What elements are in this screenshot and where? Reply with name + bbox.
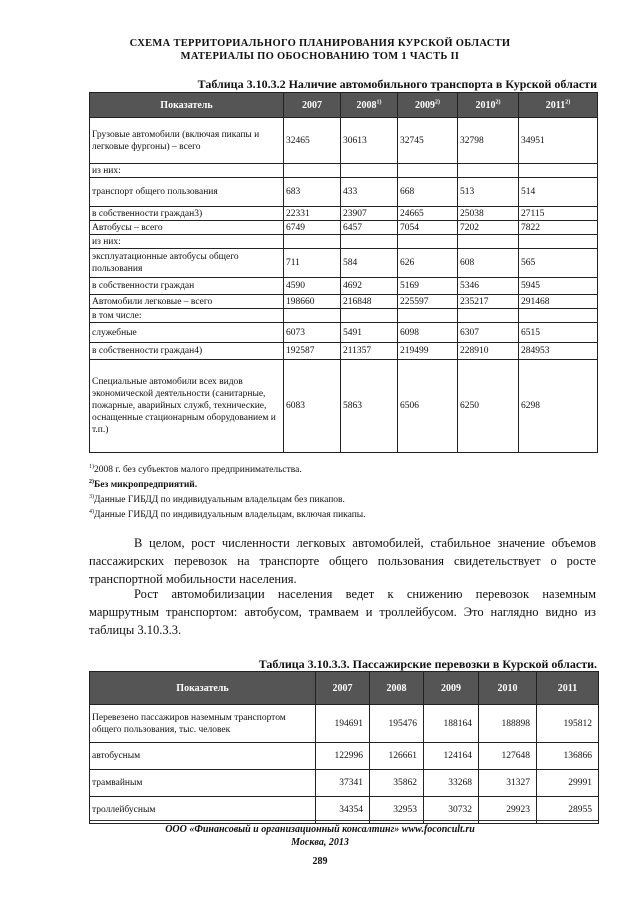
footnote-text: Данные ГИБДД по индивидуальным владельцам, включая пикапы. [94, 510, 366, 520]
table1-cell: 433 [341, 178, 398, 207]
table1-cell: 219499 [398, 343, 458, 360]
table1-cell [284, 164, 341, 178]
table1-cell [341, 235, 398, 249]
table1-row [90, 278, 598, 295]
table1-cell: 6083 [284, 360, 341, 453]
table1-row [90, 118, 598, 164]
table2-cell: 136866 [537, 743, 599, 770]
table1-header-cell [284, 93, 341, 118]
table1-cell: 7202 [458, 221, 519, 235]
footnote-mark: 2) [89, 478, 94, 485]
table1-cell: 7822 [519, 221, 598, 235]
table2-cell: 195476 [370, 705, 424, 743]
table1-cell: 235217 [458, 295, 519, 309]
table1-header-text: 2011 [545, 99, 566, 111]
table1-cell [519, 309, 598, 323]
table1-cell: 4590 [284, 278, 341, 295]
table1-cell: 225597 [398, 295, 458, 309]
table2-header-cell: 2010 [479, 672, 537, 705]
table1-cell [458, 309, 519, 323]
footer [0, 823, 640, 849]
table2-header-cell: 2007 [316, 672, 370, 705]
table1-cell [519, 164, 598, 178]
table1-cell: 711 [284, 249, 341, 278]
table1-row [90, 221, 598, 235]
table2-row-label: троллейбусным [90, 797, 316, 824]
table1-cell [341, 309, 398, 323]
table2-cell: 35862 [370, 770, 424, 797]
table2-row [90, 705, 599, 743]
table1-row-label: служебные [90, 323, 284, 343]
table1-header-sup: 2) [495, 99, 501, 106]
table2-cell: 33268 [424, 770, 479, 797]
table1-cell: 6098 [398, 323, 458, 343]
table1-header-text: 2009 [415, 99, 435, 111]
table1-row-label: в собственности граждан4) [90, 343, 284, 360]
table1-row-label: транспорт общего пользования [90, 178, 284, 207]
table1-row [90, 178, 598, 207]
table1-row-label: в собственности граждан [90, 278, 284, 295]
vehicles-table [89, 92, 598, 453]
table2-header-row [90, 672, 599, 705]
table1-row-label: Специальные автомобили всех видов экономической деятельности (санитарные, пожарные, аварийных служб, технические, оснащенные стационарным оборудованием и т.п.) [90, 360, 284, 453]
table1-row [90, 360, 598, 453]
table2-header-cell: 2011 [537, 672, 599, 705]
footnote [89, 493, 366, 508]
table2-cell: 29991 [537, 770, 599, 797]
footnote [89, 508, 366, 523]
table1-cell: 23907 [341, 207, 398, 221]
table1-cell: 6457 [341, 221, 398, 235]
table1-row-label: Автомобили легковые – всего [90, 295, 284, 309]
footnote-mark: 3) [89, 493, 94, 500]
table1-cell: 192587 [284, 343, 341, 360]
table1-cell [284, 235, 341, 249]
table1-cell: 6749 [284, 221, 341, 235]
table2-row [90, 743, 599, 770]
table1-cell [458, 235, 519, 249]
table2-caption: Таблица 3.10.3.3. Пассажирские перевозки в Курской области. [258, 657, 597, 671]
table1-cell [398, 235, 458, 249]
table2-cell: 30732 [424, 797, 479, 824]
table1-cell: 5346 [458, 278, 519, 295]
table1-cell: 5169 [398, 278, 458, 295]
table1-header-text: 2007 [302, 99, 322, 111]
footnote-mark: 4) [89, 508, 94, 515]
table1-cell: 32798 [458, 118, 519, 164]
table1-cell: 211357 [341, 343, 398, 360]
table2-header-cell: Показатель [90, 672, 316, 705]
table1-header-text: 2008 [356, 99, 377, 111]
table1-header-cell [458, 93, 519, 118]
table1-cell: 4692 [341, 278, 398, 295]
table1-cell: 30613 [341, 118, 398, 164]
table1-cell: 6515 [519, 323, 598, 343]
table1-row-label: в собственности граждан3) [90, 207, 284, 221]
table1-row-label: Автобусы – всего [90, 221, 284, 235]
table1-header-sup: 1) [376, 99, 382, 106]
footer-org: ООО «Финансовый и организационный консалтинг» www.foconcult.ru [165, 824, 475, 835]
table2-cell: 37341 [316, 770, 370, 797]
table1-header-text: Показатель [160, 99, 213, 111]
table1-cell: 25038 [458, 207, 519, 221]
table1-header-cell [341, 93, 398, 118]
table2-header-cell: 2009 [424, 672, 479, 705]
table1-cell: 27115 [519, 207, 598, 221]
table1-cell: 24665 [398, 207, 458, 221]
table1-cell [284, 309, 341, 323]
footnote-text: 2008 г. без субъектов малого предпринимательства. [94, 465, 302, 475]
table1-cell: 32745 [398, 118, 458, 164]
table2-cell: 188164 [424, 705, 479, 743]
table1-row-label: эксплуатационные автобусы общего пользования [90, 249, 284, 278]
footnotes [89, 463, 366, 523]
table2-cell: 188898 [479, 705, 537, 743]
table1-cell: 608 [458, 249, 519, 278]
table1-cell: 514 [519, 178, 598, 207]
table2-cell: 124164 [424, 743, 479, 770]
table1-cell: 626 [398, 249, 458, 278]
footnote-text: Без микропредприятий. [94, 480, 198, 490]
table1-row [90, 164, 598, 178]
table1-cell: 5491 [341, 323, 398, 343]
table1-cell: 6298 [519, 360, 598, 453]
table1-row-label: в том числе: [90, 309, 284, 323]
table1-header-sup: 2) [435, 99, 440, 106]
table1-cell: 513 [458, 178, 519, 207]
table2-cell: 122996 [316, 743, 370, 770]
table1-header-text: 2010 [475, 99, 496, 111]
table1-cell: 565 [519, 249, 598, 278]
table1-cell: 6073 [284, 323, 341, 343]
document-header [0, 37, 640, 63]
table1-header-row [90, 93, 598, 118]
table1-row [90, 309, 598, 323]
table2-row-label: автобусным [90, 743, 316, 770]
table1-cell: 32465 [284, 118, 341, 164]
passenger-table [89, 671, 599, 824]
footer-city: Москва, 2013 [291, 837, 349, 848]
table2-row-label: Перевезено пассажиров наземным транспортом общего пользования, тыс. человек [90, 705, 316, 743]
table1-row [90, 343, 598, 360]
table2-cell: 34354 [316, 797, 370, 824]
page-number: 289 [312, 856, 328, 867]
table2-cell: 195812 [537, 705, 599, 743]
footnote [89, 478, 366, 493]
table1-row [90, 249, 598, 278]
table1-cell: 22331 [284, 207, 341, 221]
table1-cell [398, 309, 458, 323]
table1-header-cell [519, 93, 598, 118]
table1-cell: 6506 [398, 360, 458, 453]
footer-divider [89, 820, 598, 821]
table2-row [90, 770, 599, 797]
table2-header-cell: 2008 [370, 672, 424, 705]
footnote [89, 463, 366, 478]
table1-cell: 198660 [284, 295, 341, 309]
footnote-mark: 1) [89, 463, 94, 470]
table1-cell: 6250 [458, 360, 519, 453]
table1-cell: 5863 [341, 360, 398, 453]
table1-cell: 668 [398, 178, 458, 207]
footnote-text: Данные ГИБДД по индивидуальным владельцам без пикапов. [94, 495, 345, 505]
table1-cell: 216848 [341, 295, 398, 309]
table1-header-sup: 2) [565, 99, 571, 106]
table1-cell: 5945 [519, 278, 598, 295]
table1-cell: 228910 [458, 343, 519, 360]
table2-cell: 31327 [479, 770, 537, 797]
table2-cell: 126661 [370, 743, 424, 770]
table1-row [90, 323, 598, 343]
paragraph-1: В целом, рост численности легковых автомобилей, стабильное значение объемов пассажирских перевозок на транспорте общего пользования свидетельствует о росте транспортной мобильности населения. [89, 536, 596, 586]
table1-row [90, 235, 598, 249]
table2-cell: 194691 [316, 705, 370, 743]
table1-cell: 34951 [519, 118, 598, 164]
table1-row-label: Грузовые автомобили (включая пикапы и легковые фургоны) – всего [90, 118, 284, 164]
header-line-2: МАТЕРИАЛЫ ПО ОБОСНОВАНИЮ ТОМ 1 ЧАСТЬ II [180, 51, 460, 62]
table1-cell [398, 164, 458, 178]
header-line-1: СХЕМА ТЕРРИТОРИАЛЬНОГО ПЛАНИРОВАНИЯ КУРСКОЙ ОБЛАСТИ [129, 38, 511, 49]
table1-caption: Таблица 3.10.3.2 Наличие автомобильного транспорта в Курской области [197, 77, 597, 91]
table1-header-cell [90, 93, 284, 118]
table2-cell: 127648 [479, 743, 537, 770]
paragraph-2: Рост автомобилизации населения ведет к снижению перевозок наземным маршрутным транспортом: автобусом, трамваем и троллейбусом. Это наглядно видно из таблицы 3.10.3.3. [89, 587, 596, 637]
table2-cell: 32953 [370, 797, 424, 824]
table1-cell: 291468 [519, 295, 598, 309]
table2-cell: 28955 [537, 797, 599, 824]
table1-header-cell [398, 93, 458, 118]
table1-cell: 683 [284, 178, 341, 207]
table1-cell: 6307 [458, 323, 519, 343]
table1-row-label: из них: [90, 164, 284, 178]
table1-cell: 284953 [519, 343, 598, 360]
table1-cell: 584 [341, 249, 398, 278]
table1-cell: 7054 [398, 221, 458, 235]
table1-cell [458, 164, 519, 178]
table1-row [90, 295, 598, 309]
table1-cell [341, 164, 398, 178]
table2-row-label: трамвайным [90, 770, 316, 797]
table1-row-label: из них: [90, 235, 284, 249]
table1-cell [519, 235, 598, 249]
table2-cell: 29923 [479, 797, 537, 824]
table1-row [90, 207, 598, 221]
